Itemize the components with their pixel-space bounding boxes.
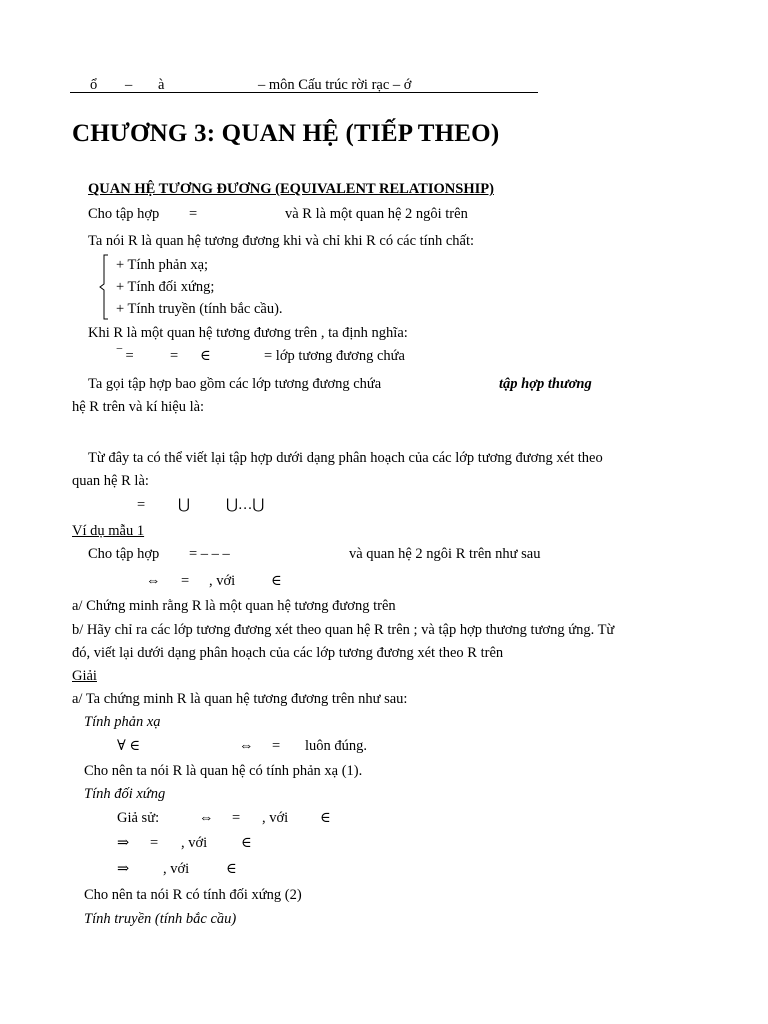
reflexive-1c: = [272, 738, 281, 754]
brace-icon [99, 254, 109, 320]
line-9c: ⋃…⋃ [226, 497, 265, 513]
line-1b: = [189, 206, 198, 222]
property-symmetric: + Tính đối xứng; [116, 279, 215, 295]
symmetric-2c: , với [181, 835, 208, 851]
section-title: QUAN HỆ TƯƠNG ĐƯƠNG (EQUIVALENT RELATIONSHIP) [88, 181, 494, 197]
symmetric-3c: ∈ [226, 861, 237, 877]
line-7: Từ đây ta có thể viết lại tập hợp dưới dạng phân hoạch của các lớp tương đương xét theo [88, 450, 603, 466]
symmetric-1a: Giả sử: [117, 810, 160, 826]
line-5a: Ta gọi tập hợp bao gồm các lớp tương đương chứa [88, 376, 382, 392]
symmetric-2d: ∈ [241, 835, 252, 851]
chapter-title: CHƯƠNG 3: QUAN HỆ (TIẾP THEO) [72, 120, 500, 147]
line-1a: Cho tập hợp [88, 206, 160, 222]
reflexive-1a: ∀ ∈ [117, 738, 141, 754]
reflexive-1b: ⇔ [239, 738, 254, 754]
symmetric-1d: , với [262, 810, 289, 826]
line-4c: ∈ [200, 348, 211, 364]
line-10a: Cho tập hợp [88, 546, 160, 562]
property-transitive: + Tính truyền (tính bắc cầu). [116, 301, 283, 317]
reflexive-conclusion: Cho nên ta nói R là quan hệ có tính phản xạ (1). [84, 763, 363, 779]
transitive-title: Tính truyền (tính bắc cầu) [84, 911, 237, 927]
symmetric-2a: ⇒ [117, 835, 130, 851]
line-11a: ⇔ [146, 573, 161, 589]
line-2: Ta nói R là quan hệ tương đương khi và chỉ khi R có các tính chất: [88, 233, 475, 249]
line-1c: và R là một quan hệ 2 ngôi trên [285, 206, 468, 222]
line-10c: và quan hệ 2 ngôi R trên như sau [349, 546, 541, 562]
symmetric-1b: ⇔ [199, 810, 214, 826]
symmetric-1c: = [232, 810, 241, 826]
line-9b: ⋃ [178, 497, 190, 513]
symmetric-conclusion: Cho nên ta nói R có tính đối xứng (2) [84, 887, 302, 903]
property-reflexive: + Tính phản xạ; [116, 257, 209, 273]
reflexive-1d: luôn đúng. [305, 738, 368, 754]
header-rule [70, 92, 538, 93]
line-11c: , với [209, 573, 236, 589]
reflexive-title: Tính phản xạ [84, 714, 161, 730]
quotient-set-term: tập hợp thương [499, 376, 592, 392]
header-dash: – [125, 77, 133, 93]
line-10b: = – – – [189, 546, 230, 562]
question-a: a/ Chứng minh rằng R là một quan hệ tương đương trên [72, 598, 396, 614]
symmetric-3a: ⇒ [117, 861, 130, 877]
line-4b: = [170, 348, 179, 364]
line-8: quan hệ R là: [72, 473, 149, 489]
solution-title: Giải [72, 668, 97, 684]
line-4d: = lớp tương đương chứa [264, 348, 405, 364]
line-11b: = [181, 573, 190, 589]
example-title: Ví dụ mẫu 1 [72, 523, 145, 539]
line-9a: = [137, 497, 146, 513]
symmetric-1e: ∈ [320, 810, 331, 826]
header-left-1: ổ [90, 77, 98, 93]
symmetric-2b: = [150, 835, 159, 851]
solution-a: a/ Ta chứng minh R là quan hệ tương đương trên như sau: [72, 691, 408, 707]
symmetric-3b: , với [163, 861, 190, 877]
symmetric-title: Tính đối xứng [84, 786, 166, 802]
header-course: – môn Cấu trúc rời rạc – ớ [258, 77, 412, 93]
question-b-1: b/ Hãy chỉ ra các lớp tương đương xét theo quan hệ R trên ; và tập hợp thương tương ứng. Từ [72, 622, 615, 638]
line-4a: ‾ = [117, 348, 134, 364]
line-3: Khi R là một quan hệ tương đương trên , ta định nghĩa: [88, 325, 408, 341]
header-left-2: à [158, 77, 165, 93]
line-6: hệ R trên và kí hiệu là: [72, 399, 205, 415]
question-b-2: đó, viết lại dưới dạng phân hoạch của các lớp tương đương xét theo R trên [72, 645, 504, 661]
line-11d: ∈ [271, 573, 282, 589]
